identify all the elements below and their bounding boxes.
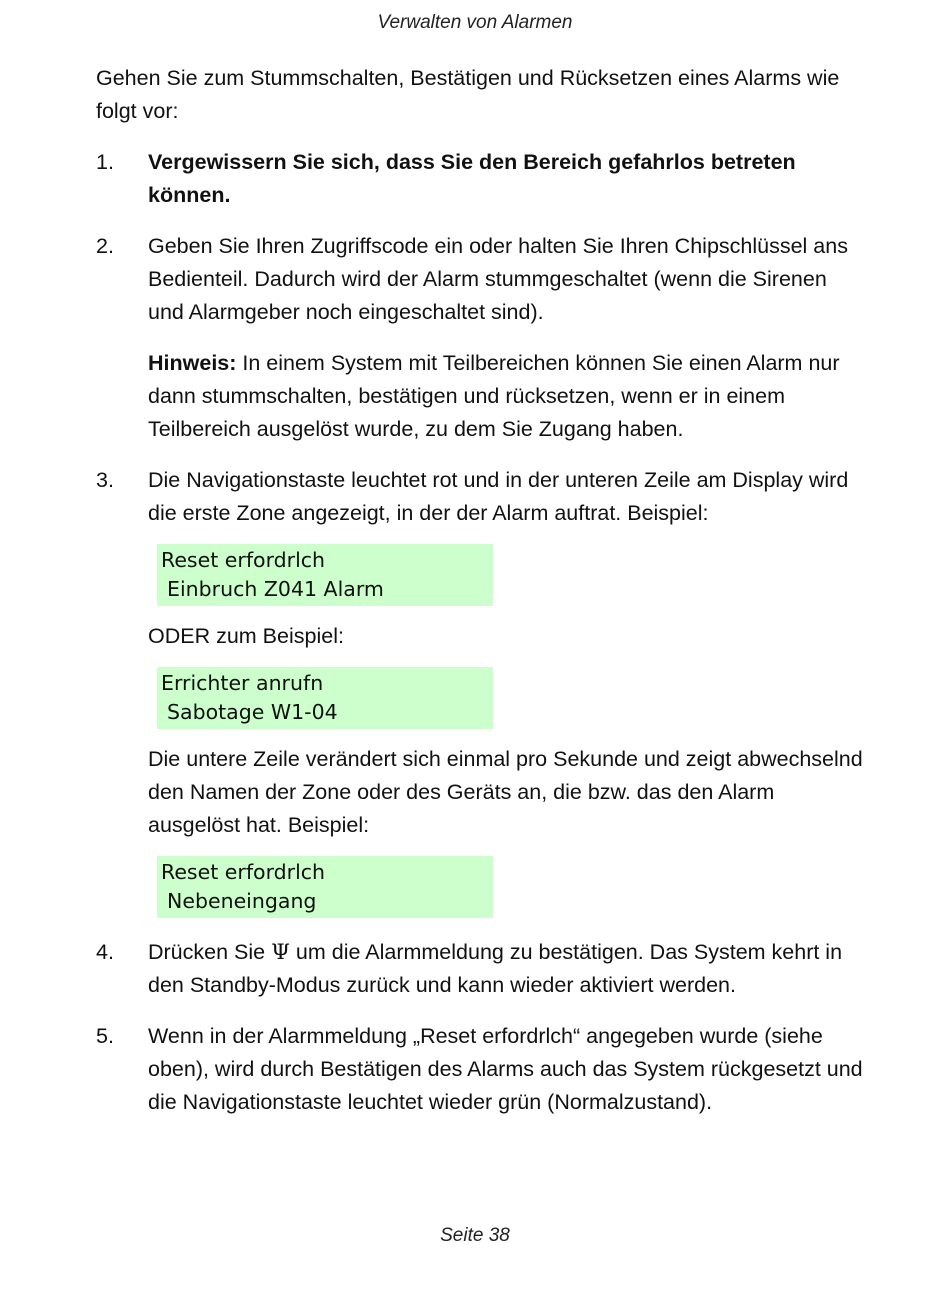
- note-label: Hinweis:: [148, 351, 237, 375]
- display-line-1: Reset erfordrlch: [161, 860, 326, 884]
- step-number: 2.: [96, 234, 114, 258]
- display-line-2: Sabotage W1-04: [167, 700, 338, 724]
- intro-paragraph: Gehen Sie zum Stummschalten, Bestätigen und Rücksetzen eines Alarms wie folgt vor:: [96, 66, 840, 123]
- step-text-continued: Die untere Zeile verändert sich einmal pro Sekunde und zeigt abwechselnd den Namen der Zone oder des Geräts an, die bzw. das den Alarm ausgelöst hat. Beispiel:: [148, 747, 863, 837]
- page-header: Verwalten von Alarmen: [377, 12, 573, 33]
- step-number: 1.: [96, 150, 114, 174]
- display-line-2: Nebeneingang: [167, 889, 317, 913]
- step-4: [96, 936, 866, 1002]
- step-text: Wenn in der Alarmmeldung „Reset erfordrlch“ angegeben wurde (siehe oben), wird durch Bestätigen des Alarms auch das System rückgesetzt und die Navigationstaste leuchtet wieder grün (Normalzustand).: [148, 1024, 863, 1114]
- step-number: 5.: [96, 1024, 114, 1048]
- note-paragraph: [148, 347, 866, 446]
- step-text: Die Navigationstaste leuchtet rot und in der unteren Zeile am Display wird die erste Zone angezeigt, in der der Alarm auftrat. Beispiel:: [148, 468, 849, 525]
- step-5: [96, 1020, 866, 1119]
- step-2: [96, 230, 866, 446]
- display-line-2: Einbruch Z041 Alarm: [167, 577, 384, 601]
- step-3: [96, 464, 866, 918]
- step-number: 3.: [96, 468, 114, 492]
- step-text: Geben Sie Ihren Zugriffscode ein oder halten Sie Ihren Chipschlüssel ans Bedienteil. Dadurch wird der Alarm stummgeschaltet (wenn die Sirenen und Alarmgeber noch eingeschaltet sind).: [148, 234, 848, 324]
- display-example: [157, 667, 493, 729]
- page-content: [96, 62, 866, 1137]
- display-example: [157, 856, 493, 918]
- step-text: [148, 936, 866, 1002]
- step-1: [96, 146, 866, 212]
- display-line-1: Errichter anrufn: [161, 671, 324, 695]
- step-text-before: Drücken Sie: [148, 940, 272, 964]
- step-text: Vergewissern Sie sich, dass Sie den Bereich gefahrlos betreten können.: [148, 150, 796, 207]
- step-text-after: um die Alarmmeldung zu bestätigen. Das System kehrt in den Standby-Modus zurück und kann wieder aktiviert werden.: [148, 940, 843, 997]
- page-number: Seite 38: [440, 1225, 510, 1246]
- acknowledge-key-icon: Ψ: [271, 940, 290, 965]
- step-number: 4.: [96, 940, 114, 964]
- or-text: ODER zum Beispiel:: [148, 624, 344, 648]
- display-example: [157, 544, 493, 606]
- display-line-1: Reset erfordrlch: [161, 548, 326, 572]
- note-text: In einem System mit Teilbereichen können Sie einen Alarm nur dann stummschalten, bestätigen und rücksetzen, wenn er in einem Teilbereich ausgelöst wurde, zu dem Sie Zugang haben.: [148, 351, 840, 441]
